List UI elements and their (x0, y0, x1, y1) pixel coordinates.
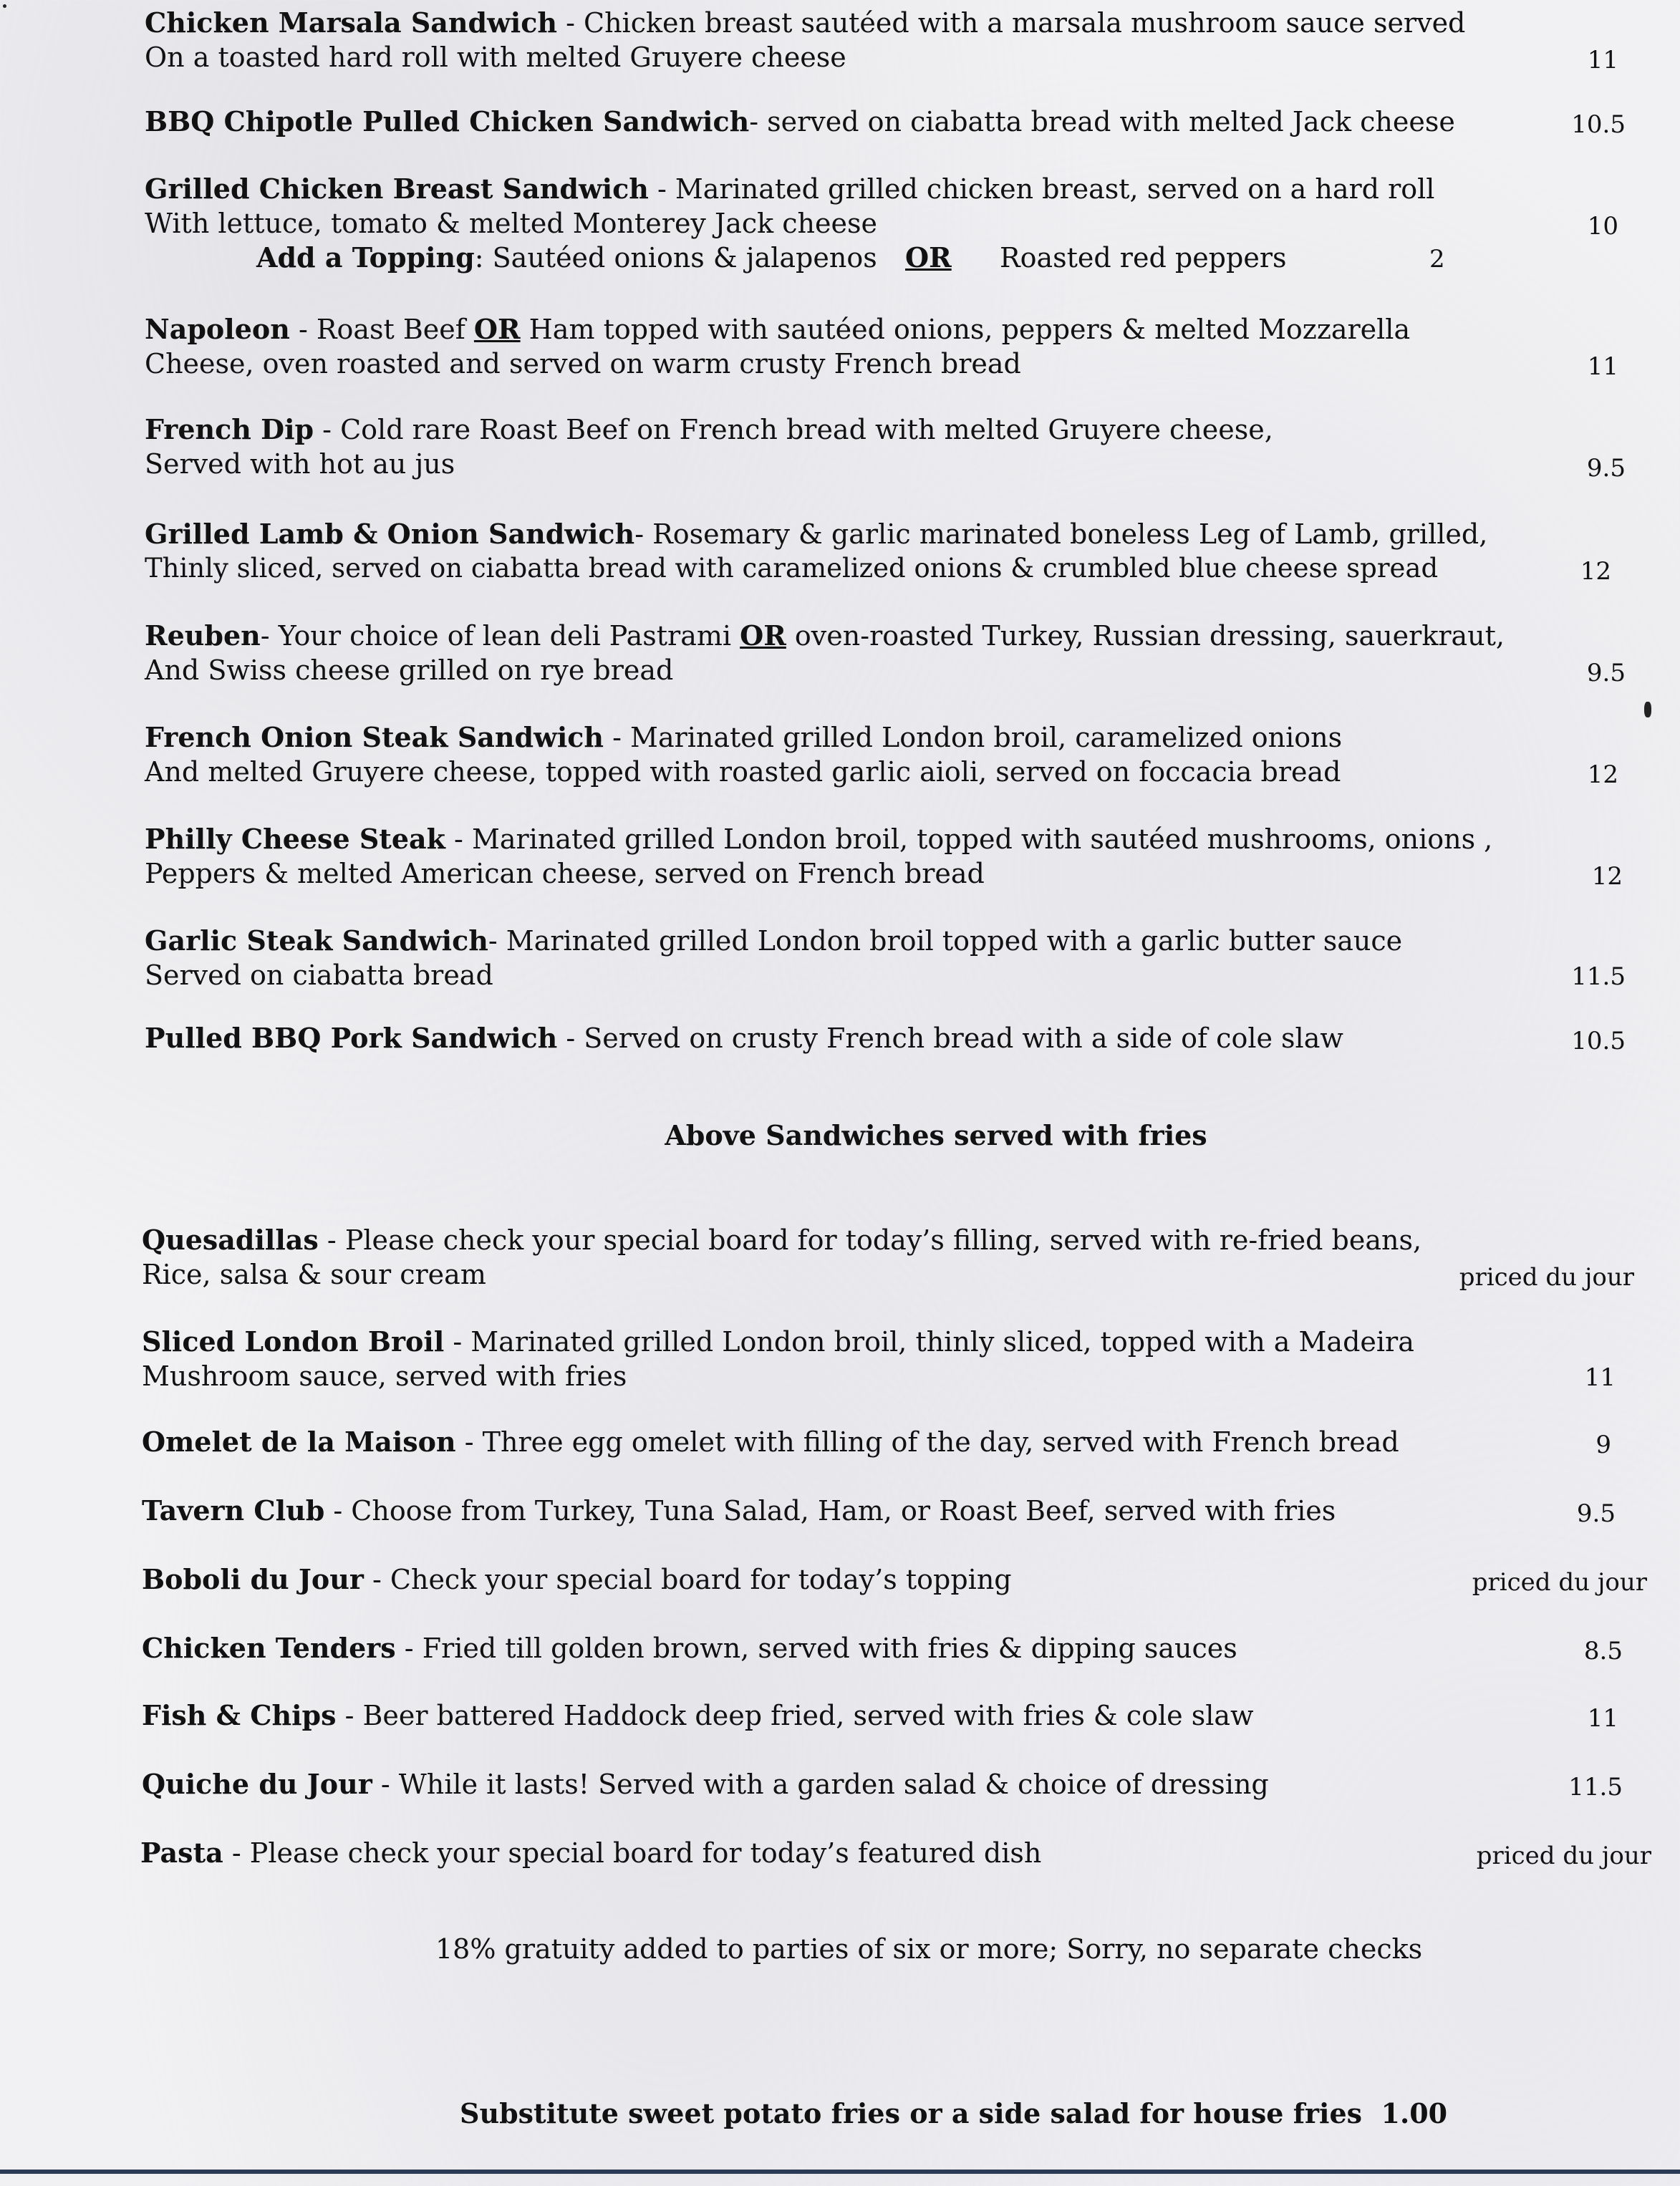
menu-item-line (140, 1836, 1041, 1870)
menu-item-line (145, 924, 1402, 958)
menu-item-line (142, 1223, 1421, 1257)
item-description-line: And melted Gruyere cheese, topped with roasted garlic aioli, served on foccacia bread (145, 756, 1341, 788)
item-price: 11.5 (1568, 1773, 1623, 1801)
bottom-border (0, 2170, 1680, 2174)
menu-item-line (145, 1021, 1343, 1055)
menu-item-line (145, 172, 1434, 206)
substitute-note (460, 2096, 1447, 2131)
item-price: 10 (1587, 212, 1618, 241)
item-price: 12 (1580, 557, 1611, 586)
menu-item-line (145, 822, 1492, 856)
menu-item-line (145, 720, 1342, 755)
item-name: Sliced London Broil (142, 1325, 445, 1358)
item-description-line: Cheese, oven roasted and served on warm crusty French bread (145, 348, 1021, 379)
item-description: - Rosemary & garlic marinated boneless Leg of Lamb, grilled, (634, 518, 1488, 550)
item-name: Omelet de la Maison (142, 1426, 456, 1458)
scan-speck (1644, 702, 1651, 717)
item-description: - Served on crusty French bread with a side of cole slaw (557, 1022, 1343, 1054)
item-description-line: Peppers & melted American cheese, served on French bread (145, 858, 985, 889)
topping-label: Add a Topping (256, 241, 475, 274)
menu-item-line (142, 1698, 1254, 1733)
item-name: French Dip (145, 413, 314, 445)
item-description-line: Served on ciabatta bread (145, 959, 493, 991)
item-description-line: Served with hot au jus (145, 448, 455, 480)
item-description: - Marinated grilled London broil, topped with sautéed mushrooms, onions , (445, 823, 1493, 855)
item-price: 11.5 (1571, 962, 1626, 991)
item-description-line: Thinly sliced, served on ciabatta bread with caramelized onions & crumbled blue cheese spread (145, 553, 1439, 584)
item-name: Pulled BBQ Pork Sandwich (145, 1022, 558, 1054)
item-price: priced du jour (1472, 1568, 1647, 1597)
topping-option-a: : Sautéed onions & jalapenos (474, 242, 877, 274)
item-description: - Marinated grilled chicken breast, served on a hard roll (648, 173, 1435, 205)
or-word: OR (473, 313, 521, 345)
substitute-price: 1.00 (1381, 2097, 1448, 2129)
item-price: 9.5 (1586, 454, 1626, 483)
item-description: - served on ciabatta bread with melted Jack cheese (749, 106, 1455, 137)
item-price: 11 (1587, 46, 1618, 74)
menu-item-line (142, 1562, 1012, 1597)
item-description: - Marinated grilled London broil topped with a garlic butter sauce (488, 925, 1403, 957)
menu-item-line (142, 1425, 1399, 1459)
item-price: 12 (1587, 760, 1618, 789)
gratuity-note: 18% gratuity added to parties of six or more; Sorry, no separate checks (435, 1933, 1423, 1965)
item-description: - Check your special board for today’s topping (363, 1564, 1012, 1595)
substitute-text: Substitute sweet potato fries or a side salad for house fries (460, 2097, 1363, 2129)
menu-item-line (145, 105, 1455, 139)
item-price: 11 (1584, 1363, 1616, 1392)
item-price: 9.5 (1576, 1499, 1616, 1528)
item-price: 11 (1587, 352, 1618, 381)
item-description: - Beer battered Haddock deep fried, served with fries & cole slaw (336, 1700, 1254, 1731)
item-description: - Marinated grilled London broil, caramelized onions (604, 722, 1343, 753)
menu-item-line (145, 6, 1465, 40)
item-description-line: On a toasted hard roll with melted Gruyere cheese (145, 42, 846, 73)
item-description: - Cold rare Roast Beef on French bread with melted Gruyere cheese, (314, 414, 1273, 445)
item-description: - Please check your special board for today’s filling, served with re-fried beans, (318, 1224, 1422, 1256)
item-name: Boboli du Jour (142, 1563, 364, 1595)
item-description: - While it lasts! Served with a garden salad & choice of dressing (372, 1769, 1269, 1800)
item-name: Chicken Marsala Sandwich (145, 6, 557, 39)
item-name: Chicken Tenders (142, 1632, 396, 1664)
menu-item-line: Napoleon - Roast Beef OR Ham topped with sautéed onions, peppers & melted Mozzarella (145, 313, 1411, 345)
topping-option-b: Roasted red peppers (1000, 242, 1287, 274)
topping-price: 2 (1429, 245, 1445, 274)
menu-item-line (142, 1767, 1269, 1801)
menu-item-line (145, 517, 1487, 551)
menu-item-line (142, 1325, 1414, 1359)
item-price: 8.5 (1583, 1637, 1623, 1665)
menu-item-line (142, 1494, 1336, 1528)
item-description: - Fried till golden brown, served with fries & dipping sauces (395, 1633, 1237, 1664)
section-note: Above Sandwiches served with fries (665, 1119, 1207, 1151)
item-description: - Choose from Turkey, Tuna Salad, Ham, or Roast Beef, served with fries (324, 1495, 1336, 1527)
item-price: 9 (1595, 1431, 1611, 1459)
item-name: Grilled Chicken Breast Sandwich (145, 173, 649, 205)
item-description: - Marinated grilled London broil, thinly sliced, topped with a Madeira (444, 1326, 1414, 1358)
menu-item-line (145, 412, 1273, 447)
item-price: 11 (1587, 1704, 1618, 1733)
item-price: 10.5 (1571, 1027, 1626, 1055)
item-price: 9.5 (1586, 659, 1626, 687)
topping-or: OR (905, 241, 952, 274)
item-name: Garlic Steak Sandwich (145, 924, 488, 957)
item-price: 10.5 (1571, 110, 1626, 139)
item-name: French Onion Steak Sandwich (145, 721, 604, 753)
item-description-line: Mushroom sauce, served with fries (142, 1360, 627, 1392)
item-name: Napoleon (145, 313, 290, 345)
item-name: Pasta (140, 1837, 223, 1869)
item-description: - Chicken breast sautéed with a marsala mushroom sauce served (557, 7, 1466, 39)
item-description-line: Rice, salsa & sour cream (142, 1259, 486, 1290)
item-name: Tavern Club (142, 1494, 325, 1527)
scan-speck (3, 4, 6, 8)
item-price: 12 (1591, 862, 1623, 891)
item-name: Grilled Lamb & Onion Sandwich (145, 518, 635, 550)
item-name: Quesadillas (142, 1224, 319, 1256)
item-price: priced du jour (1459, 1263, 1634, 1292)
item-description-line: And Swiss cheese grilled on rye bread (145, 654, 674, 686)
item-name: Quiche du Jour (142, 1768, 372, 1800)
item-name: Philly Cheese Steak (145, 823, 445, 855)
item-name: BBQ Chipotle Pulled Chicken Sandwich (145, 105, 750, 137)
item-price: priced du jour (1476, 1842, 1651, 1870)
topping-line (256, 241, 877, 275)
menu-item-line: Reuben- Your choice of lean deli Pastrami OR oven-roasted Turkey, Russian dressing, sauerkraut, (145, 619, 1505, 652)
item-name: Reuben (145, 619, 261, 652)
item-description-line: With lettuce, tomato & melted Monterey Jack cheese (145, 208, 877, 239)
or-word: OR (740, 619, 786, 652)
item-description: - Three egg omelet with filling of the day, served with French bread (455, 1426, 1399, 1458)
item-description: - Please check your special board for today’s featured dish (223, 1837, 1042, 1869)
menu-item-line (142, 1631, 1237, 1665)
item-name: Fish & Chips (142, 1699, 337, 1731)
